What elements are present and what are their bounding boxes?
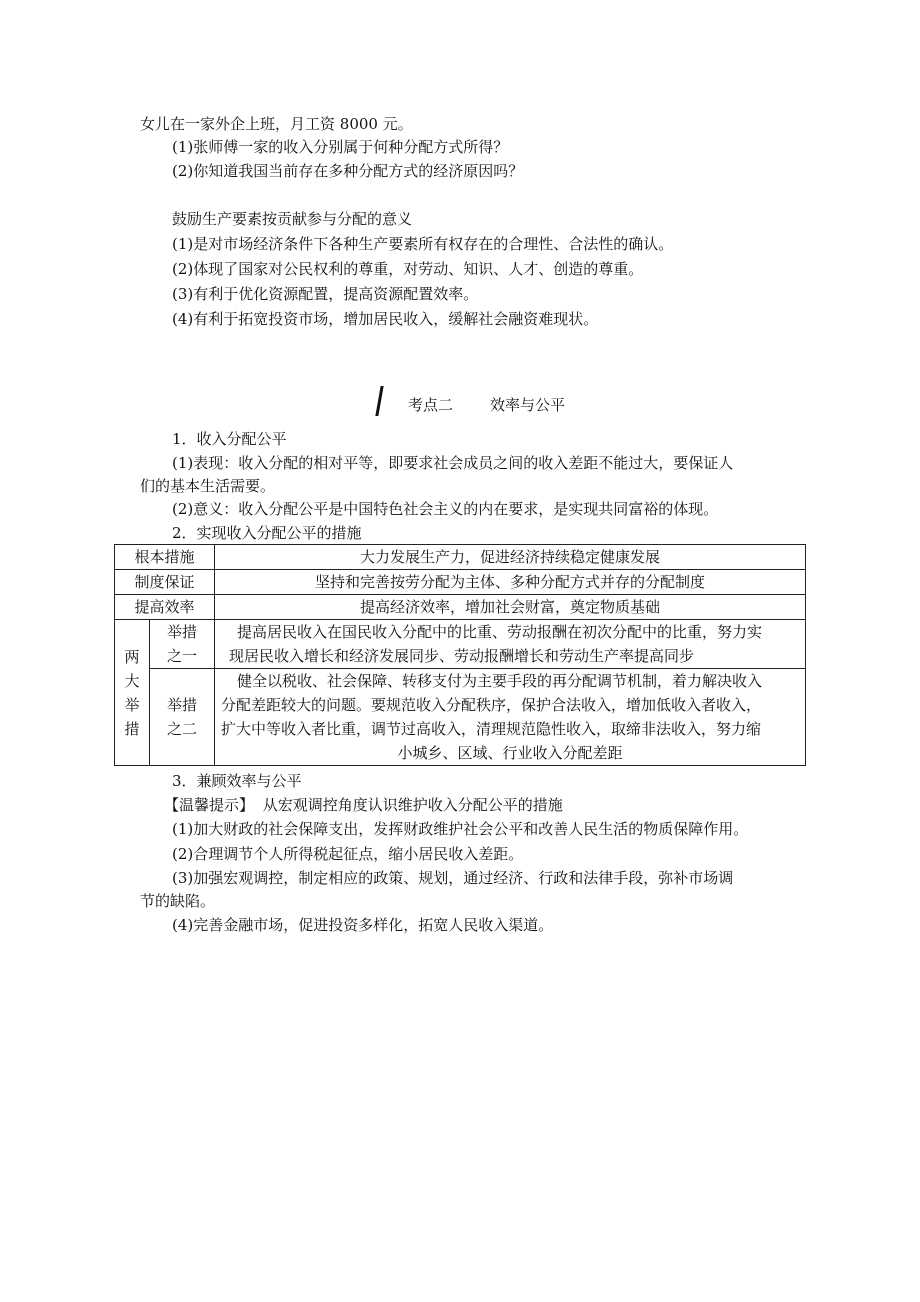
row-label: 提高效率 — [115, 595, 215, 620]
table-row — [115, 570, 806, 595]
significance-title: 鼓励生产要素按贡献参与分配的意义 — [172, 210, 413, 228]
table-row — [115, 595, 806, 620]
sub-content-line: 现居民收入增长和经济发展同步、劳动报酬增长和劳动生产率提高同步 — [229, 647, 695, 665]
group-label-char: 大 — [124, 671, 140, 690]
question-1: (1)张师傅一家的收入分别属于何种分配方式所得？ — [172, 138, 509, 156]
row-content: 坚持和完善按劳分配为主体、多种分配方式并存的分配制度 — [215, 570, 806, 595]
intro-line: 女儿在一家外企上班，月工资 8000 元。 — [140, 115, 413, 133]
sub-content-line: 提高居民收入在国民收入分配中的比重、劳动报酬在初次分配中的比重，努力实 — [237, 623, 763, 641]
sub-content-1 — [215, 620, 806, 669]
group-label-char: 两 — [124, 647, 140, 666]
sub-content-line: 分配差距较大的问题。要规范收入分配秩序，保护合法收入，增加低收入者收入， — [221, 696, 762, 714]
balance-item-4: (4)完善金融市场，促进投资多样化，拓宽人民收入渠道。 — [172, 916, 554, 934]
section-title: 效率与公平 — [490, 396, 566, 414]
sub-content-line: 健全以税收、社会保障、转移支付为主要手段的再分配调节机制，着力解决收入 — [237, 672, 763, 690]
group-label-char: 措 — [124, 719, 140, 738]
sub-label-line: 举措 — [166, 623, 197, 641]
fairness-meaning: (2)意义：收入分配公平是中国特色社会主义的内在要求，是实现共同富裕的体现。 — [172, 500, 719, 518]
fairness-expression-line2: 们的基本生活需要。 — [140, 477, 276, 495]
significance-item-2: (2)体现了国家对公民权利的尊重，对劳动、知识、人才、创造的尊重。 — [172, 260, 644, 278]
group-label-char: 举 — [124, 695, 140, 714]
section-point-label: 考点二 — [408, 396, 454, 414]
slash-mark-icon — [375, 386, 383, 416]
row-content: 大力发展生产力，促进经济持续稳定健康发展 — [215, 545, 806, 570]
sub-content-line: 小城乡、区域、行业收入分配差距 — [397, 744, 623, 762]
sub-label-line: 举措 — [166, 696, 197, 714]
table-row — [115, 620, 806, 669]
row-content: 提高经济效率，增加社会财富，奠定物质基础 — [215, 595, 806, 620]
significance-item-3: (3)有利于优化资源配置，提高资源配置效率。 — [172, 285, 479, 303]
fairness-heading: 1．收入分配公平 — [172, 430, 287, 448]
group-label — [115, 620, 150, 766]
sub-label-line: 之一 — [166, 647, 197, 665]
row-label: 制度保证 — [115, 570, 215, 595]
measures-table — [114, 544, 806, 766]
sub-content-line: 扩大中等收入者比重，调节过高收入，清理规范隐性收入，取缔非法收入，努力缩 — [221, 720, 762, 738]
tip-label: 【温馨提示】 — [164, 796, 255, 814]
significance-item-1: (1)是对市场经济条件下各种生产要素所有权存在的合理性、合法性的确认。 — [172, 235, 674, 253]
balance-item-3-cont: 节的缺陷。 — [140, 892, 216, 910]
sub-content-2 — [215, 669, 806, 766]
balance-item-1: (1)加大财政的社会保障支出，发挥财政维护社会公平和改善人民生活的物质保障作用。 — [172, 820, 749, 838]
tip-line — [164, 794, 563, 816]
table-row — [115, 669, 806, 766]
balance-item-2: (2)合理调节个人所得税起征点，缩小居民收入差距。 — [172, 845, 524, 863]
sub-label-line: 之二 — [166, 720, 197, 738]
table-row — [115, 545, 806, 570]
balance-item-3: (3)加强宏观调控，制定相应的政策、规划，通过经济、行政和法律手段，弥补市场调 — [172, 869, 734, 887]
measures-heading: 2．实现收入分配公平的措施 — [172, 524, 362, 542]
question-2: (2)你知道我国当前存在多种分配方式的经济原因吗？ — [172, 162, 524, 180]
fairness-expression-line1: (1)表现：收入分配的相对平等，即要求社会成员之间的收入差距不能过大，要保证人 — [172, 454, 734, 472]
balance-heading: 3．兼顾效率与公平 — [172, 772, 302, 790]
tip-title: 从宏观调控角度认识维护收入分配公平的措施 — [262, 796, 563, 814]
sub-label-2 — [150, 669, 215, 766]
significance-item-4: (4)有利于拓宽投资市场，增加居民收入，缓解社会融资难现状。 — [172, 310, 599, 328]
sub-label-1 — [150, 620, 215, 669]
row-label: 根本措施 — [115, 545, 215, 570]
